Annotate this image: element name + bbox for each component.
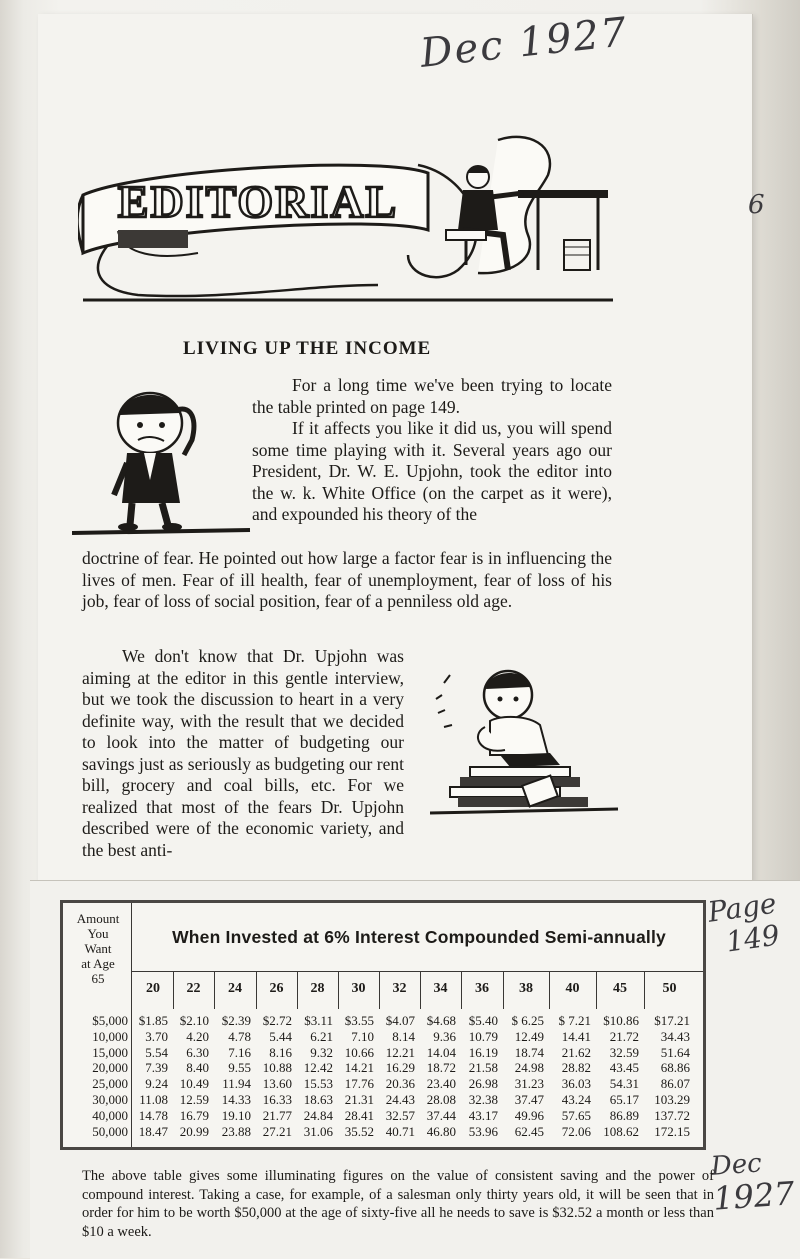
payment-cell: 8.14 bbox=[392, 1028, 415, 1044]
payment-cell: 37.47 bbox=[514, 1091, 544, 1107]
payment-cell: 86.07 bbox=[660, 1076, 690, 1092]
payment-cell: 86.89 bbox=[609, 1107, 639, 1123]
payment-cell: 24.43 bbox=[385, 1091, 415, 1107]
payment-cell: $4.07 bbox=[385, 1013, 415, 1028]
table-row bbox=[63, 1124, 703, 1140]
payment-cell: 8.40 bbox=[186, 1060, 209, 1076]
age-header: 40 bbox=[565, 981, 580, 996]
payment-cell: 28.41 bbox=[344, 1107, 374, 1123]
payment-cell: 5.44 bbox=[269, 1028, 292, 1044]
worried-man-cartoon bbox=[72, 385, 252, 540]
payment-cell: 32.59 bbox=[609, 1044, 639, 1060]
payment-cell: 13.60 bbox=[262, 1076, 292, 1092]
payment-cell: 43.45 bbox=[609, 1060, 639, 1076]
payment-cell: 18.72 bbox=[426, 1060, 456, 1076]
payment-cell: $ 6.25 bbox=[511, 1013, 544, 1028]
amount-header-line: at Age bbox=[81, 956, 115, 971]
payment-cell: 23.88 bbox=[221, 1123, 251, 1139]
payment-cell: 31.06 bbox=[303, 1123, 333, 1139]
age-header: 20 bbox=[146, 981, 160, 996]
table-row bbox=[63, 1060, 703, 1076]
amount-cell: 25,000 bbox=[92, 1076, 128, 1092]
amount-header-line: 65 bbox=[91, 971, 105, 986]
article-headline: LIVING UP THE INCOME bbox=[183, 338, 432, 359]
payment-cell: 32.38 bbox=[468, 1091, 498, 1107]
table-divider bbox=[461, 971, 462, 1009]
amount-column-header bbox=[65, 911, 131, 986]
editorial-banner bbox=[78, 135, 618, 310]
page-ref-line2: 149 bbox=[724, 918, 782, 959]
payment-cell: 14.78 bbox=[138, 1107, 168, 1123]
payment-cell: 11.94 bbox=[222, 1076, 251, 1092]
article-paragraph-1b: If it affects you like it did us, you will spend some time playing with it. Several years ago our President, Dr. W. E. Upjohn, took the editor into the w. k. White Office (on the carpet as it were), and expounded his theory of the bbox=[252, 418, 612, 524]
payment-cell: $17.21 bbox=[654, 1013, 690, 1028]
age-header: 34 bbox=[433, 981, 448, 996]
payment-cell: 3.70 bbox=[145, 1028, 168, 1044]
age-header-row bbox=[133, 981, 695, 997]
article-paragraph-3: We don't know that Dr. Upjohn was aiming at the editor in this gentle interview, but we took the discussion to heart in a very definite way, with the result that we decided to look into the matter of budgeting our savings just as seriously as budgeting our rent bill, grocery and coal bills, etc. For we realized that most of the fears Dr. Upjohn described were of the economic variety, and the best anti- bbox=[82, 646, 404, 860]
payment-cell: 7.16 bbox=[228, 1044, 251, 1060]
age-header: 28 bbox=[310, 981, 325, 996]
payment-cell: 72.06 bbox=[561, 1123, 591, 1139]
payment-cell: 20.99 bbox=[179, 1123, 209, 1139]
payment-cell: 16.19 bbox=[468, 1044, 498, 1060]
payment-cell: 18.47 bbox=[138, 1123, 168, 1139]
payment-cell: 4.20 bbox=[186, 1028, 209, 1044]
payment-cell: 6.21 bbox=[310, 1028, 333, 1044]
age-header: 26 bbox=[269, 981, 284, 996]
compound-interest-table bbox=[60, 900, 706, 1150]
table-divider bbox=[297, 971, 298, 1009]
table-divider bbox=[338, 971, 339, 1009]
payment-cell: 137.72 bbox=[654, 1107, 690, 1123]
banner-title: EDITORIAL bbox=[117, 176, 399, 227]
payment-cell: 9.36 bbox=[433, 1028, 456, 1044]
payment-cell: 36.03 bbox=[561, 1076, 591, 1092]
table-divider bbox=[214, 971, 215, 1009]
payment-cell: 9.55 bbox=[228, 1060, 251, 1076]
payment-cell: $10.86 bbox=[603, 1013, 639, 1028]
payment-cell: 108.62 bbox=[603, 1123, 639, 1139]
handwritten-date-bottom bbox=[709, 1145, 796, 1218]
payment-cell: 23.40 bbox=[426, 1076, 456, 1092]
payment-cell: 14.04 bbox=[426, 1044, 456, 1060]
payment-cell: $ 7.21 bbox=[558, 1013, 591, 1028]
table-divider bbox=[503, 971, 504, 1009]
payment-cell: 54.31 bbox=[609, 1076, 639, 1092]
payment-cell: 65.17 bbox=[609, 1091, 639, 1107]
payment-cell: 6.30 bbox=[186, 1044, 209, 1060]
table-row bbox=[63, 1045, 703, 1061]
age-header: 22 bbox=[186, 981, 201, 996]
payment-cell: 16.79 bbox=[179, 1107, 209, 1123]
age-header: 30 bbox=[351, 981, 366, 996]
payment-cell: 14.41 bbox=[561, 1028, 591, 1044]
payment-cell: 12.59 bbox=[179, 1091, 209, 1107]
payment-cell: 31.23 bbox=[514, 1076, 544, 1092]
payment-cell: 40.71 bbox=[385, 1123, 415, 1139]
payment-cell: 14.21 bbox=[344, 1060, 374, 1076]
payment-cell: 46.80 bbox=[426, 1123, 456, 1139]
payment-cell: 16.29 bbox=[385, 1060, 415, 1076]
payment-cell: 172.15 bbox=[654, 1123, 690, 1139]
amount-cell: 50,000 bbox=[92, 1123, 128, 1139]
article-paragraph-1 bbox=[252, 375, 612, 526]
payment-cell: $3.11 bbox=[304, 1013, 333, 1028]
payment-cell: 21.62 bbox=[561, 1044, 591, 1060]
payment-cell: 35.52 bbox=[344, 1123, 374, 1139]
table-divider bbox=[173, 971, 174, 1009]
payment-cell: 9.24 bbox=[145, 1076, 168, 1092]
payment-cell: $1.85 bbox=[138, 1013, 168, 1028]
table-divider bbox=[644, 971, 645, 1009]
payment-cell: 21.31 bbox=[344, 1091, 374, 1107]
payment-cell: 21.72 bbox=[609, 1028, 639, 1044]
amount-cell: $5,000 bbox=[92, 1013, 128, 1028]
payment-cell: 51.64 bbox=[660, 1044, 690, 1060]
table-caption: The above table gives some illuminating figures on the value of consistent saving and the power of compound interest. Taking a case, for example, of a salesman only thirty years old, it will be seen that in order for him to be worth $50,000 at the age of sixty-five all he needs to save is $32.52 a month or less than $10 a week. bbox=[82, 1168, 714, 1240]
table-row bbox=[63, 1029, 703, 1045]
table-row bbox=[63, 1013, 703, 1029]
payment-cell: 8.16 bbox=[269, 1044, 292, 1060]
payment-cell: $4.68 bbox=[426, 1013, 456, 1028]
article-paragraph-2: doctrine of fear. He pointed out how large a factor fear is in influencing the lives of men. Fear of ill health, fear of unemployment, fear of loss of his job, fear of loss of social position, fear of a penniless old age. bbox=[82, 548, 612, 611]
payment-cell: 26.98 bbox=[468, 1076, 498, 1092]
age-header: 38 bbox=[519, 981, 533, 996]
age-header: 45 bbox=[613, 981, 627, 996]
page-ref-line1: Page bbox=[705, 886, 779, 929]
payment-cell: 12.49 bbox=[514, 1028, 544, 1044]
amount-cell: 40,000 bbox=[92, 1107, 128, 1123]
age-header: 50 bbox=[662, 981, 677, 996]
payment-cell: 5.54 bbox=[145, 1044, 168, 1060]
payment-cell: 15.53 bbox=[303, 1076, 333, 1092]
table-row bbox=[63, 1076, 703, 1092]
payment-cell: 34.43 bbox=[660, 1028, 690, 1044]
boy-reading-books-cartoon bbox=[430, 655, 620, 820]
payment-cell: 10.79 bbox=[468, 1028, 498, 1044]
age-header: 32 bbox=[392, 981, 407, 996]
payment-cell: 21.77 bbox=[262, 1107, 292, 1123]
amount-header-line: Want bbox=[84, 941, 112, 956]
payment-cell: 49.96 bbox=[514, 1107, 544, 1123]
payment-cell: 43.24 bbox=[561, 1091, 591, 1107]
payment-cell: 57.65 bbox=[561, 1107, 591, 1123]
table-divider bbox=[379, 971, 380, 1009]
payment-cell: 62.45 bbox=[514, 1123, 544, 1139]
banner-illustration bbox=[78, 135, 618, 310]
age-header: 36 bbox=[475, 981, 489, 996]
handwritten-page-number: 6 bbox=[748, 190, 765, 220]
payment-cell: 32.57 bbox=[385, 1107, 415, 1123]
payment-cell: 14.33 bbox=[221, 1091, 251, 1107]
handwritten-date-top: Dec 1927 bbox=[418, 9, 631, 77]
table-title: When Invested at 6% Interest Compounded Semi-annually bbox=[172, 927, 666, 947]
payment-cell: 18.63 bbox=[303, 1091, 333, 1107]
payment-cell: 19.10 bbox=[221, 1107, 251, 1123]
payment-cell: 17.76 bbox=[344, 1076, 374, 1092]
payment-cell: $2.72 bbox=[262, 1013, 292, 1028]
amount-header-line: You bbox=[87, 926, 109, 941]
payment-cell: 27.21 bbox=[262, 1123, 292, 1139]
table-divider bbox=[131, 971, 703, 972]
payment-cell: 4.78 bbox=[228, 1028, 251, 1044]
date-bottom-line2: 1927 bbox=[711, 1174, 796, 1218]
payment-cell: $3.55 bbox=[344, 1013, 374, 1028]
payment-cell: 10.66 bbox=[344, 1044, 374, 1060]
payment-cell: $5.40 bbox=[468, 1013, 498, 1028]
payment-cell: 12.21 bbox=[385, 1044, 415, 1060]
article-paragraph-3-column bbox=[78, 640, 408, 880]
date-bottom-line1: Dec bbox=[709, 1148, 763, 1182]
age-header: 24 bbox=[228, 981, 242, 996]
payment-cell: 43.17 bbox=[468, 1107, 498, 1123]
article-paragraph-1a: For a long time we've been trying to locate the table printed on page 149. bbox=[252, 375, 612, 417]
handwritten-page-reference bbox=[706, 888, 783, 961]
amount-cell: 20,000 bbox=[92, 1060, 128, 1076]
payment-cell: 28.08 bbox=[426, 1091, 456, 1107]
table-divider bbox=[596, 971, 597, 1009]
payment-cell: 10.88 bbox=[262, 1060, 292, 1076]
table-divider bbox=[420, 971, 421, 1009]
payment-cell: 12.42 bbox=[303, 1060, 333, 1076]
payment-cell: 21.58 bbox=[468, 1060, 498, 1076]
amount-cell: 15,000 bbox=[92, 1044, 128, 1060]
table-body bbox=[63, 1013, 703, 1139]
payment-cell: $2.10 bbox=[179, 1013, 209, 1028]
amount-cell: 10,000 bbox=[92, 1028, 128, 1044]
payment-cell: 11.08 bbox=[139, 1091, 168, 1107]
payment-cell: 7.39 bbox=[145, 1060, 168, 1076]
payment-cell: 37.44 bbox=[426, 1107, 456, 1123]
payment-cell: 18.74 bbox=[514, 1044, 544, 1060]
payment-cell: 28.82 bbox=[561, 1060, 591, 1076]
payment-cell: 7.10 bbox=[351, 1028, 374, 1044]
payment-cell: 68.86 bbox=[660, 1060, 690, 1076]
table-divider bbox=[256, 971, 257, 1009]
payment-cell: 20.36 bbox=[385, 1076, 415, 1092]
payment-cell: 24.98 bbox=[514, 1060, 544, 1076]
payment-cell: 103.29 bbox=[654, 1091, 690, 1107]
amount-header-line: Amount bbox=[76, 911, 120, 926]
payment-cell: 16.33 bbox=[262, 1091, 292, 1107]
table-row bbox=[63, 1092, 703, 1108]
amount-cell: 30,000 bbox=[92, 1091, 128, 1107]
payment-cell: 10.49 bbox=[179, 1076, 209, 1092]
payment-cell: 53.96 bbox=[468, 1123, 498, 1139]
table-divider bbox=[549, 971, 550, 1009]
payment-cell: 24.84 bbox=[303, 1107, 333, 1123]
payment-cell: 9.32 bbox=[310, 1044, 333, 1060]
table-row bbox=[63, 1108, 703, 1124]
payment-cell: $2.39 bbox=[221, 1013, 251, 1028]
